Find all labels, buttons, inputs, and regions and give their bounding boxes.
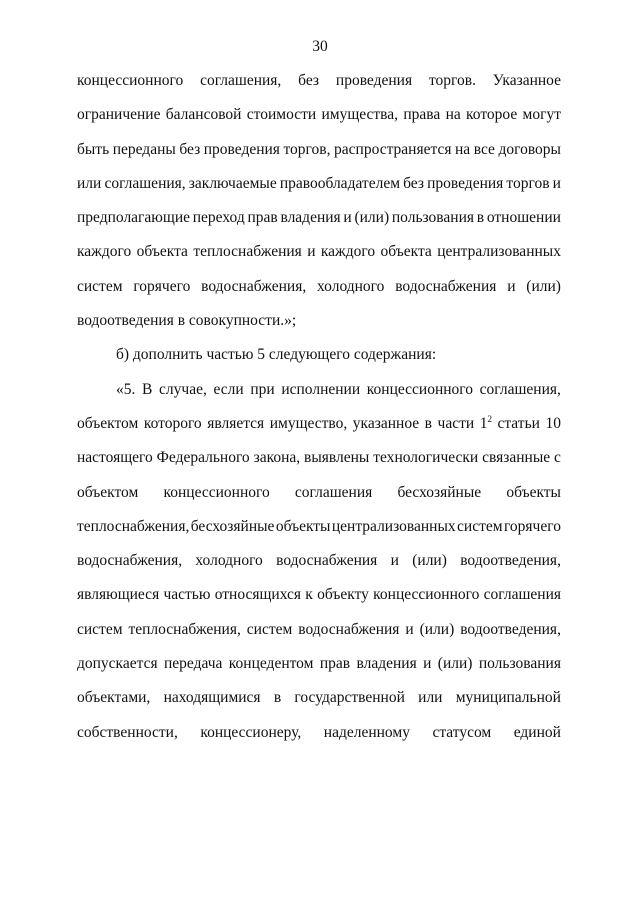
word: концессионного	[163, 483, 270, 501]
text-line	[77, 270, 561, 304]
word: 10	[545, 414, 561, 432]
word: проведения	[203, 140, 280, 158]
word: проведения	[427, 174, 504, 192]
word: и	[552, 174, 561, 192]
word: каждого	[320, 243, 376, 261]
word: которого	[143, 414, 202, 432]
word: водоснабжения,	[201, 277, 307, 295]
word: к	[305, 586, 313, 604]
word: находящимися	[163, 689, 261, 707]
text-line	[77, 201, 561, 235]
word: и	[507, 277, 516, 295]
word: являющиеся	[77, 586, 160, 604]
word: (или)	[354, 209, 390, 227]
word: на	[445, 106, 461, 124]
text-line	[77, 510, 561, 544]
word: холодного	[317, 277, 385, 295]
word: в	[424, 414, 432, 432]
word: связанные	[482, 449, 551, 467]
word: стоимости	[246, 106, 317, 124]
word: наделенному	[323, 723, 410, 741]
word: объекта	[380, 243, 432, 261]
word: случае,	[159, 380, 207, 398]
word: горячего	[133, 277, 191, 295]
word: настоящего	[77, 449, 153, 467]
word: собственности,	[77, 723, 178, 741]
word: выявлены	[304, 449, 370, 467]
word: $1^2$	[479, 413, 492, 432]
word: единой	[513, 723, 561, 741]
word: является	[207, 414, 265, 432]
text-line	[77, 98, 561, 132]
word: частью	[163, 586, 211, 604]
word: систем	[77, 620, 123, 638]
word: на	[455, 140, 471, 158]
word: при	[250, 380, 275, 398]
text-line	[77, 64, 561, 98]
word: концессионного	[373, 586, 480, 604]
word: пользования	[391, 209, 475, 227]
word: торгов,	[283, 140, 331, 158]
word: или	[418, 689, 443, 707]
word: «5.	[116, 380, 136, 398]
word: систем	[77, 277, 123, 295]
word: централизованных	[331, 517, 456, 535]
text-line	[77, 681, 561, 715]
word: имущество,	[269, 414, 348, 432]
word: без	[298, 72, 320, 89]
word: прав	[247, 209, 278, 227]
word: водоснабжения	[276, 552, 378, 570]
text-line	[77, 544, 561, 578]
word: объекты	[506, 483, 561, 501]
word: бесхозяйные	[397, 483, 482, 501]
word: и	[405, 620, 414, 638]
word: систем	[246, 620, 293, 638]
word: концессионного	[77, 72, 184, 89]
document-body	[77, 64, 561, 750]
word: соглашения	[294, 483, 373, 501]
word: и	[343, 209, 352, 227]
text-line	[77, 235, 561, 269]
word: концессионеру,	[200, 723, 302, 741]
word: концессионного	[366, 380, 474, 398]
word: водоснабжения	[395, 277, 497, 295]
word: и	[307, 243, 316, 261]
word: имущества,	[321, 106, 399, 124]
line-text: б) дополнить частью 5 следующего содержания:	[116, 346, 437, 364]
text-line	[77, 373, 561, 407]
word: проведения	[335, 72, 413, 89]
word: (или)	[526, 277, 561, 295]
word: Федерального	[156, 449, 250, 467]
word: статусом	[432, 723, 492, 741]
word: государственной	[294, 689, 405, 707]
word: быть	[77, 140, 110, 158]
text-line	[77, 304, 561, 338]
word: Указанное	[492, 72, 561, 89]
word: бесхозяйные	[190, 517, 275, 535]
word: пользования	[478, 655, 561, 673]
word: все	[473, 140, 495, 158]
word: предполагающие	[77, 209, 190, 227]
word: переданы	[112, 140, 176, 158]
text-line	[77, 407, 561, 441]
word: или	[77, 174, 102, 192]
word: статьи	[497, 414, 540, 432]
word: торгов	[506, 174, 550, 192]
text-line	[77, 167, 561, 201]
word: относящихся	[214, 586, 302, 604]
word: муниципальной	[455, 689, 561, 707]
word: объекта	[136, 243, 188, 261]
word: водоотведения,	[460, 620, 561, 638]
word: владения	[356, 655, 417, 673]
page-number: 30	[312, 38, 328, 55]
word: объекту	[317, 586, 369, 604]
word: объекты	[275, 517, 331, 535]
word: закона,	[253, 449, 301, 467]
word: с	[554, 449, 561, 467]
word: балансовой	[165, 106, 242, 124]
word: которое	[466, 106, 518, 124]
word: соглашения,	[200, 72, 282, 89]
word: части	[437, 414, 475, 432]
word: распространяется	[334, 140, 452, 158]
word: права	[403, 106, 441, 124]
text-line	[77, 476, 561, 510]
word: водоотведения,	[460, 552, 561, 570]
text-line	[77, 441, 561, 475]
text-line	[77, 578, 561, 612]
word: теплоснабжения	[193, 243, 302, 261]
word: соглашения,	[479, 380, 561, 398]
word: соглашения	[483, 586, 561, 604]
word: без	[403, 174, 424, 192]
word: торгов.	[428, 72, 476, 89]
word: каждого	[77, 243, 132, 261]
word: и	[423, 655, 432, 673]
word: (или)	[419, 620, 455, 638]
word: (или)	[412, 552, 447, 570]
word: теплоснабжения,	[128, 620, 241, 638]
word: если	[213, 380, 244, 398]
word: ограничение	[77, 106, 161, 124]
word: и	[390, 552, 399, 570]
word: передача	[163, 655, 223, 673]
text-line	[77, 613, 561, 647]
word: в	[273, 689, 282, 707]
word: водоснабжения,	[77, 552, 183, 570]
word: объектом	[77, 414, 139, 432]
word: правообладателем	[279, 174, 401, 192]
word: в	[476, 209, 485, 227]
word: указанное	[352, 414, 420, 432]
word: (или)	[437, 655, 473, 673]
word: владения	[280, 209, 341, 227]
word: водоснабжения	[298, 620, 400, 638]
word: допускается	[77, 655, 158, 673]
text-line	[77, 133, 561, 167]
text-line	[77, 716, 561, 750]
word: объектами,	[77, 689, 151, 707]
word: заключаемые	[188, 174, 277, 192]
word: технологически	[373, 449, 479, 467]
word: В	[142, 380, 153, 398]
word: договоры	[498, 140, 561, 158]
superscript: 2	[487, 413, 492, 424]
word: теплоснабжения,	[77, 517, 190, 535]
word: холодного	[195, 552, 263, 570]
word: горячего	[503, 517, 561, 535]
text-line	[77, 647, 561, 681]
word: исполнении	[281, 380, 361, 398]
word: отношении	[486, 209, 561, 227]
word: могут	[522, 106, 561, 124]
word: без	[179, 140, 201, 158]
word: концедентом	[228, 655, 314, 673]
word: централизованных	[437, 243, 561, 261]
word: объектом	[77, 483, 139, 501]
line-text: водоотведения в совокупности.»;	[77, 312, 297, 330]
word: переход	[192, 209, 245, 227]
word: прав	[319, 655, 351, 673]
word: соглашения,	[104, 174, 186, 192]
text-line	[77, 338, 561, 372]
word: систем	[457, 517, 503, 535]
